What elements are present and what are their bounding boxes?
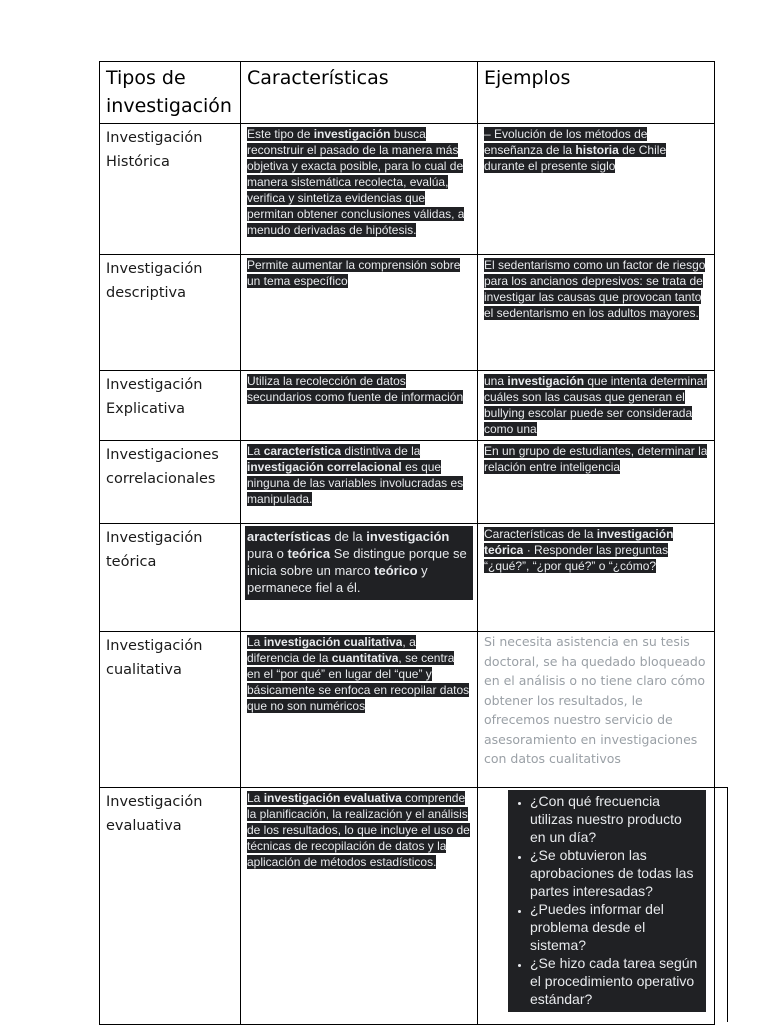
row-type: Investigación teórica — [100, 524, 241, 632]
text-run: es que ninguna de las variables involucradas es manipulada. — [247, 460, 464, 506]
bold-run: aracterísticas — [247, 529, 331, 544]
row-examples — [478, 255, 715, 371]
text-run: pura o — [247, 546, 288, 561]
table-row — [100, 441, 715, 524]
examples-text — [484, 443, 708, 475]
features-text — [245, 526, 473, 600]
examples-text — [484, 526, 708, 574]
bold-run: cuantitativa — [331, 651, 399, 665]
list-item: • ¿Puedes informar del problema desde el sistema? — [530, 900, 700, 954]
text-run: Permite aumentar la comprensión sobre un tema específico — [247, 258, 461, 288]
row-examples — [478, 124, 715, 255]
text-run: una — [484, 374, 508, 388]
text-run: , se centra en el “por qué” en lugar del “que” y básicamente se enfoca en recopilar datos que no son numéricos — [247, 651, 470, 713]
table-row — [100, 124, 715, 255]
text-run: comprende la planificación, la realización y el análisis de los resultados, lo que incluye el uso de técnicas de recopilación de datos y la aplicación de métodos estadísticos. — [247, 791, 470, 869]
features-text — [247, 373, 471, 405]
row-features — [241, 124, 478, 255]
overflow-cell-border — [714, 787, 728, 1022]
features-text — [247, 443, 471, 507]
table-row — [100, 632, 715, 788]
list-item: • ¿Con qué frecuencia utilizas nuestro producto en un día? — [530, 792, 700, 846]
bold-run: investigación — [313, 127, 391, 141]
row-features — [241, 371, 478, 441]
text-run: distintiva de la — [341, 444, 421, 458]
table-row — [100, 255, 715, 371]
row-features — [241, 441, 478, 524]
row-features — [241, 255, 478, 371]
row-type: Investigación evaluativa — [100, 788, 241, 1025]
features-text — [247, 790, 471, 870]
row-examples — [478, 371, 715, 441]
text-run: La — [247, 635, 264, 649]
text-run: Utiliza la recolección de datos secundarios como fuente de información — [247, 374, 464, 404]
row-examples — [478, 632, 715, 788]
text-run: de la — [330, 529, 367, 544]
bold-run: característica — [263, 444, 342, 458]
bold-run: investigación cualitativa — [263, 635, 403, 649]
examples-text — [484, 373, 708, 437]
row-examples — [478, 524, 715, 632]
features-text — [247, 126, 471, 238]
text-run: Características de la — [484, 527, 597, 541]
text-run: y permanece fiel a él. — [247, 563, 428, 595]
examples-text: Si necesita asistencia en su tesis doctoral, se ha quedado bloqueado en el análisis o no tiene claro cómo obtener los resultados, le ofrecemos nuestro servicio de asesoramiento en investigaciones con datos cualitativos — [484, 634, 706, 766]
row-type: Investigación Histórica — [100, 124, 241, 255]
table-row — [100, 524, 715, 632]
examples-question-list — [508, 790, 706, 1012]
bold-run: investigación correlacional — [247, 460, 402, 474]
examples-text — [484, 257, 708, 321]
row-features — [241, 524, 478, 632]
text-run: , a diferencia de la — [247, 635, 416, 665]
text-run: El sedentarismo como un factor de riesgo para los ancianos depresivos: se trata de investigar las causas que provocan tanto el sedentarismo en los adultos mayores. — [484, 258, 706, 320]
text-run: Se distingue porque se inicia sobre un marco — [247, 546, 467, 578]
row-features — [241, 788, 478, 1025]
bold-run: teórica — [287, 546, 331, 561]
header-ejemplos: Ejemplos — [478, 62, 715, 124]
table-row — [100, 788, 715, 1025]
row-type: Investigación Explicativa — [100, 371, 241, 441]
row-examples — [478, 441, 715, 524]
bold-run: historia — [575, 143, 619, 157]
text-run: En un grupo de estudiantes, determinar la relación entre inteligencia — [484, 444, 708, 474]
row-examples — [478, 788, 715, 1025]
text-run: que intenta determinar cuáles son las causas que generan el bullying escolar puede ser considerada como una — [484, 374, 708, 436]
features-text — [247, 257, 471, 289]
text-run: Este tipo de — [247, 127, 314, 141]
bold-run: investigación teórica — [484, 527, 674, 557]
row-type: Investigación cualitativa — [100, 632, 241, 788]
examples-text — [484, 126, 708, 174]
text-run: – Evolución de los métodos de enseñanza de la — [484, 127, 648, 157]
text-run: La — [247, 444, 264, 458]
table-row — [100, 371, 715, 441]
bold-run: investigación — [507, 374, 585, 388]
text-run: · Responder las preguntas “¿qué?”, “¿por qué?” o “¿cómo? — [484, 543, 669, 573]
list-item: • ¿Se hizo cada tarea según el procedimiento operativo estándar? — [530, 954, 700, 1008]
header-tipos: Tipos de investigación — [100, 62, 241, 124]
list-item: • ¿Se obtuvieron las aprobaciones de todas las partes interesadas? — [530, 846, 700, 900]
text-run: busca reconstruir el pasado de la manera más objetiva y exacta posible, para lo cual de manera sistemática recolecta, evalúa, verifica y sintetiza evidencias que permitan obtener conclusiones válidas, a menudo derivadas de hipótesis. — [247, 127, 465, 237]
bold-run: teórico — [374, 563, 418, 578]
features-text — [247, 634, 471, 714]
row-type: Investigación descriptiva — [100, 255, 241, 371]
text-run: La — [247, 791, 264, 805]
text-run: de Chile durante el presente siglo — [484, 143, 667, 173]
row-type: Investigaciones correlacionales — [100, 441, 241, 524]
bold-run: investigación — [366, 529, 450, 544]
bold-run: investigación evaluativa — [263, 791, 402, 805]
header-caracteristicas: Características — [241, 62, 478, 124]
table-header-row — [100, 62, 715, 124]
row-features — [241, 632, 478, 788]
research-types-table — [99, 61, 715, 1025]
